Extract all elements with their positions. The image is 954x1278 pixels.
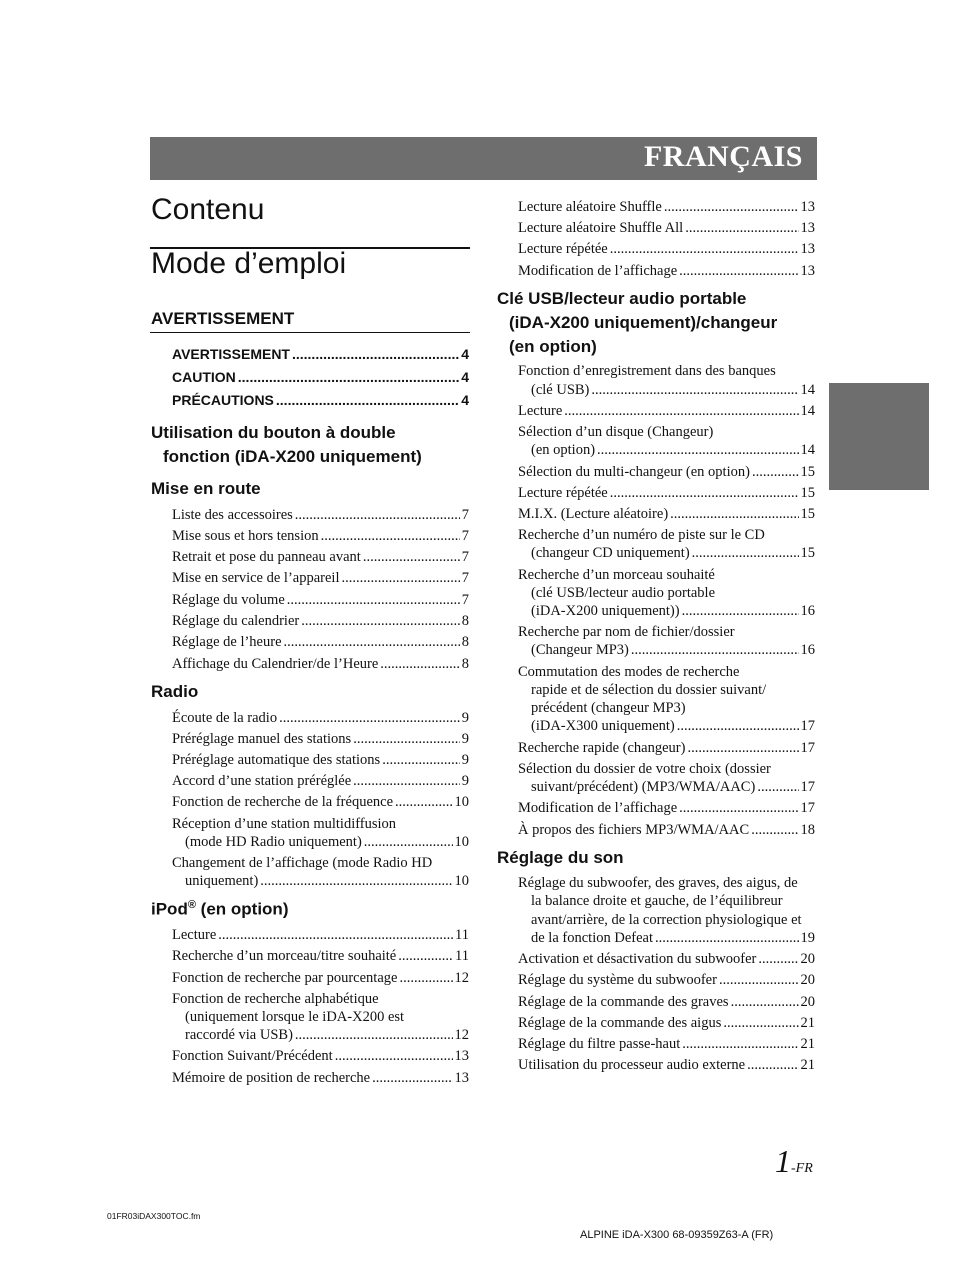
toc-label: Réglage du filtre passe-haut: [518, 1036, 681, 1052]
toc-label: (mode HD Radio uniquement): [185, 834, 362, 850]
leader-dots: [757, 779, 798, 796]
toc-page: 4: [461, 346, 469, 362]
toc-entry[interactable]: [518, 800, 815, 817]
toc-page: 13: [800, 220, 815, 236]
toc-page: 20: [800, 972, 815, 988]
toc-entry[interactable]: [172, 507, 469, 524]
toc-entry-line[interactable]: Commutation des modes de recherche: [518, 664, 740, 680]
toc-page: 7: [461, 549, 469, 565]
section-heading-avertissement: AVERTISSEMENT: [151, 309, 295, 328]
toc-label: Recherche rapide (changeur): [518, 740, 686, 756]
toc-entry[interactable]: [518, 1015, 815, 1032]
toc-label: AVERTISSEMENT: [172, 346, 290, 362]
toc-page: 21: [800, 1036, 815, 1052]
toc-label: (iDA-X300 uniquement): [531, 718, 675, 734]
toc-entry[interactable]: [172, 927, 469, 944]
toc-label: (changeur CD uniquement): [531, 545, 690, 561]
toc-page: 15: [800, 485, 815, 501]
toc-entry-line[interactable]: avant/arrière, de la correction physiologique et: [531, 912, 802, 928]
toc-entry[interactable]: [531, 718, 815, 735]
leader-dots: [372, 1070, 452, 1087]
leader-dots: [692, 545, 799, 562]
toc-entry[interactable]: [518, 506, 815, 523]
leader-dots: [301, 613, 460, 630]
toc-entry-line[interactable]: Fonction d’enregistrement dans des banques: [518, 363, 776, 379]
toc-label: CAUTION: [172, 369, 236, 385]
language-label: FRANÇAIS: [643, 140, 803, 173]
toc-label: PRÉCAUTIONS: [172, 392, 274, 408]
leader-dots: [687, 740, 798, 757]
toc-label: Liste des accessoires: [172, 507, 293, 523]
toc-entry[interactable]: [172, 656, 469, 673]
section-heading-mise-en-route: Mise en route: [151, 479, 261, 498]
page-number-suffix: -FR: [791, 1161, 813, 1176]
leader-dots: [353, 731, 460, 748]
toc-entry[interactable]: [172, 634, 469, 651]
toc-page: 8: [461, 613, 469, 629]
toc-label: Affichage du Calendrier/de l’Heure: [172, 656, 379, 672]
leader-dots: [679, 263, 798, 280]
toc-label: (iDA-X200 uniquement)): [531, 603, 680, 619]
toc-entry[interactable]: [172, 773, 469, 790]
toc-page: 13: [800, 241, 815, 257]
toc-entry[interactable]: [172, 1048, 469, 1065]
toc-label: Mise sous et hors tension: [172, 528, 319, 544]
section-divider: [150, 332, 470, 333]
toc-entry-line[interactable]: Recherche par nom de fichier/dossier: [518, 624, 735, 640]
toc-entry[interactable]: [518, 1057, 815, 1074]
leader-dots: [685, 220, 798, 237]
toc-entry[interactable]: [518, 241, 815, 258]
toc-label: Recherche d’un morceau/titre souhaité: [172, 948, 397, 964]
toc-page: 13: [454, 1048, 469, 1064]
toc-label: Lecture: [518, 403, 563, 419]
toc-label: Lecture: [172, 927, 217, 943]
leader-dots: [279, 710, 460, 727]
leader-dots: [751, 822, 798, 839]
toc-entry[interactable]: [518, 199, 815, 216]
toc-label: Préréglage automatique des stations: [172, 752, 381, 768]
toc-label: Accord d’une station préréglée: [172, 773, 352, 789]
leader-dots: [679, 800, 798, 817]
toc-entry[interactable]: [172, 528, 469, 545]
toc-label: Modification de l’affichage: [518, 800, 678, 816]
leader-dots: [395, 794, 452, 811]
leader-dots: [597, 442, 798, 459]
toc-entry-line[interactable]: rapide et de sélection du dossier suivant/: [531, 682, 767, 698]
toc-entry-line[interactable]: Changement de l’affichage (mode Radio HD: [172, 855, 433, 871]
toc-entry[interactable]: [172, 592, 469, 609]
toc-page: 16: [800, 642, 815, 658]
language-banner: [150, 137, 817, 180]
toc-entry[interactable]: [518, 464, 815, 481]
section-side-tab: [829, 383, 929, 490]
toc-entry[interactable]: [172, 613, 469, 630]
toc-page: 4: [461, 369, 469, 385]
leader-dots: [677, 718, 799, 735]
toc-entry[interactable]: [172, 794, 469, 811]
section-heading-utilisation: [151, 421, 422, 469]
toc-page: 17: [800, 718, 815, 734]
leader-dots: [610, 241, 799, 258]
toc-page: 16: [800, 603, 815, 619]
leader-dots: [287, 592, 460, 609]
toc-entry[interactable]: [172, 970, 469, 987]
toc-label: Retrait et pose du panneau avant: [172, 549, 361, 565]
footer-model: ALPINE iDA-X300 68-09359Z63-A (FR): [580, 1229, 774, 1241]
toc-page: 10: [454, 794, 469, 810]
toc-page: 7: [461, 528, 469, 544]
toc-label: uniquement): [185, 873, 259, 889]
toc-page: 9: [461, 752, 469, 768]
toc-page: 19: [800, 930, 815, 946]
toc-label: Lecture répétée: [518, 241, 608, 257]
toc-entry[interactable]: [518, 485, 815, 502]
toc-label: Lecture répétée: [518, 485, 608, 501]
toc-page: 14: [800, 382, 815, 398]
toc-label: Lecture aléatoire Shuffle: [518, 199, 662, 215]
toc-label: Modification de l’affichage: [518, 263, 678, 279]
toc-entry[interactable]: [518, 263, 815, 280]
toc-page: 9: [461, 773, 469, 789]
leader-dots: [260, 873, 452, 890]
toc-entry[interactable]: [518, 822, 815, 839]
toc-entry[interactable]: [531, 442, 815, 459]
toc-entry-line[interactable]: Sélection d’un disque (Changeur): [518, 424, 714, 440]
heading-line: (en option): [509, 337, 597, 356]
leader-dots: [731, 994, 799, 1011]
leader-dots: [564, 403, 798, 420]
toc-entry[interactable]: [172, 549, 469, 566]
toc-label: (clé USB): [531, 382, 590, 398]
leader-dots: [747, 1057, 798, 1074]
leader-dots: [610, 485, 799, 502]
toc-label: Écoute de la radio: [172, 710, 278, 726]
toc-page: 12: [454, 1027, 469, 1043]
toc-page: 15: [800, 464, 815, 480]
toc-entry[interactable]: [518, 403, 815, 420]
toc-label: Réglage de la commande des aigus: [518, 1015, 722, 1031]
toc-page: 21: [800, 1057, 815, 1073]
leader-dots: [335, 1048, 453, 1065]
toc-page: 13: [454, 1070, 469, 1086]
toc-entry-line[interactable]: précédent (changeur MP3): [531, 700, 686, 716]
toc-label: Lecture aléatoire Shuffle All: [518, 220, 684, 236]
toc-entry[interactable]: [531, 603, 815, 620]
toc-entry-line[interactable]: (clé USB/lecteur audio portable: [531, 585, 716, 601]
toc-page: 17: [800, 779, 815, 795]
toc-entry-line[interactable]: Sélection du dossier de votre choix (dossier: [518, 761, 771, 777]
toc-entry[interactable]: [518, 994, 815, 1011]
toc-page: 11: [455, 948, 469, 964]
leader-dots: [682, 603, 799, 620]
toc-entry-line[interactable]: Réglage du subwoofer, des graves, des aigus, de: [518, 875, 798, 891]
toc-page: 7: [461, 507, 469, 523]
toc-label: suivant/précédent) (MP3/WMA/AAC): [531, 779, 756, 795]
heading-text: iPod: [151, 899, 188, 919]
heading-line: fonction (iDA-X200 uniquement): [163, 447, 422, 466]
toc-label: Réglage du volume: [172, 592, 285, 608]
toc-entry[interactable]: [531, 642, 815, 659]
leader-dots: [631, 642, 799, 659]
toc-page: 15: [800, 545, 815, 561]
leader-dots: [238, 369, 459, 385]
toc-page: 17: [800, 740, 815, 756]
toc-entry-line[interactable]: Fonction de recherche alphabétique: [172, 991, 379, 1007]
toc-page: 7: [461, 570, 469, 586]
leader-dots: [276, 392, 459, 408]
leader-dots: [284, 634, 460, 651]
toc-label: Activation et désactivation du subwoofer: [518, 951, 757, 967]
toc-entry-line[interactable]: Recherche d’un numéro de piste sur le CD: [518, 527, 765, 543]
toc-page: 10: [454, 873, 469, 889]
toc-entry[interactable]: [531, 779, 815, 796]
toc-entry-line[interactable]: (uniquement lorsque le iDA-X200 est: [185, 1009, 405, 1025]
leader-dots: [321, 528, 460, 545]
toc-entry[interactable]: [518, 220, 815, 237]
leader-dots: [341, 570, 459, 587]
toc-page: 12: [454, 970, 469, 986]
toc-label: Mémoire de position de recherche: [172, 1070, 371, 1086]
leader-dots: [670, 506, 798, 523]
toc-page: 18: [800, 822, 815, 838]
toc-page: 4: [461, 392, 469, 408]
toc-entry-line[interactable]: la balance droite et gauche, de l’équilibreur: [531, 893, 783, 909]
section-heading-usb: [497, 287, 777, 359]
toc-entry[interactable]: [172, 369, 469, 385]
toc-entry[interactable]: [172, 346, 469, 362]
toc-label: Réglage de l’heure: [172, 634, 282, 650]
toc-page: 8: [461, 634, 469, 650]
toc-page: 7: [461, 592, 469, 608]
page-subtitle: Mode d’emploi: [151, 247, 347, 280]
toc-entry-line[interactable]: Recherche d’un morceau souhaité: [518, 567, 715, 583]
leader-dots: [752, 464, 799, 481]
toc-entry[interactable]: [531, 930, 815, 947]
toc-page: 14: [800, 403, 815, 419]
leader-dots: [719, 972, 799, 989]
toc-entry[interactable]: [518, 951, 815, 968]
section-heading-ipod: [151, 899, 288, 920]
toc-label: raccordé via USB): [185, 1027, 293, 1043]
page-number-value: 1: [775, 1143, 791, 1179]
leader-dots: [591, 382, 798, 399]
leader-dots: [295, 1027, 453, 1044]
toc-label: Réglage de la commande des graves: [518, 994, 729, 1010]
leader-dots: [292, 346, 459, 362]
toc-page: 13: [800, 263, 815, 279]
heading-text: (en option): [195, 899, 289, 919]
toc-page: 17: [800, 800, 815, 816]
heading-line: Utilisation du bouton à double: [151, 423, 396, 442]
leader-dots: [295, 507, 460, 524]
toc-entry[interactable]: [185, 1027, 469, 1044]
toc-label: À propos des fichiers MP3/WMA/AAC: [518, 822, 750, 838]
toc-label: Fonction de recherche par pourcentage: [172, 970, 398, 986]
leader-dots: [364, 834, 453, 851]
heading-line: (iDA-X200 uniquement)/changeur: [509, 313, 778, 332]
leader-dots: [382, 752, 460, 769]
heading-line: Clé USB/lecteur audio portable: [497, 289, 747, 308]
leader-dots: [353, 773, 460, 790]
leader-dots: [399, 970, 452, 987]
toc-page: 21: [800, 1015, 815, 1031]
toc-label: Réglage du calendrier: [172, 613, 300, 629]
toc-label: Fonction de recherche de la fréquence: [172, 794, 394, 810]
leader-dots: [655, 930, 799, 947]
toc-entry[interactable]: [172, 1070, 469, 1087]
toc-label: Fonction Suivant/Précédent: [172, 1048, 333, 1064]
toc-label: de la fonction Defeat: [531, 930, 653, 946]
toc-label: (Changeur MP3): [531, 642, 629, 658]
toc-page: 14: [800, 442, 815, 458]
toc-page: 9: [461, 731, 469, 747]
leader-dots: [380, 656, 459, 673]
toc-page: 20: [800, 951, 815, 967]
toc-entry[interactable]: [518, 1036, 815, 1053]
section-heading-radio: Radio: [151, 682, 199, 701]
toc-label: Réglage du système du subwoofer: [518, 972, 717, 988]
toc-entry[interactable]: [172, 392, 469, 408]
footer-filename: 01FR03iDAX300TOC.fm: [107, 1211, 201, 1221]
page-title: Contenu: [151, 193, 265, 226]
toc-label: Sélection du multi-changeur (en option): [518, 464, 750, 480]
leader-dots: [682, 1036, 798, 1053]
leader-dots: [758, 951, 798, 968]
toc-entry[interactable]: [172, 731, 469, 748]
toc-entry[interactable]: [531, 545, 815, 562]
toc-label: M.I.X. (Lecture aléatoire): [518, 506, 669, 522]
page-number: [775, 1143, 813, 1180]
section-heading-reglage-son: Réglage du son: [497, 848, 624, 867]
toc-label: Utilisation du processeur audio externe: [518, 1057, 746, 1073]
leader-dots: [398, 948, 453, 965]
toc-page: 13: [800, 199, 815, 215]
toc-page: 10: [454, 834, 469, 850]
toc-entry[interactable]: [185, 873, 469, 890]
toc-label: Mise en service de l’appareil: [172, 570, 340, 586]
toc-page: 20: [800, 994, 815, 1010]
toc-entry[interactable]: [531, 382, 815, 399]
registered-mark: ®: [187, 899, 196, 911]
leader-dots: [723, 1015, 798, 1032]
toc-entry[interactable]: [518, 740, 815, 757]
toc-entry[interactable]: [172, 948, 469, 965]
toc-entry[interactable]: [172, 752, 469, 769]
toc-label: (en option): [531, 442, 596, 458]
leader-dots: [218, 927, 453, 944]
toc-page: 8: [461, 656, 469, 672]
leader-dots: [363, 549, 460, 566]
toc-entry-line[interactable]: Réception d’une station multidiffusion: [172, 816, 397, 832]
toc-entry[interactable]: [172, 570, 469, 587]
toc-entry[interactable]: [185, 834, 469, 851]
toc-page: 15: [800, 506, 815, 522]
toc-page: 9: [461, 710, 469, 726]
toc-entry[interactable]: [172, 710, 469, 727]
toc-entry[interactable]: [518, 972, 815, 989]
toc-label: Préréglage manuel des stations: [172, 731, 352, 747]
leader-dots: [664, 199, 799, 216]
toc-page: 11: [455, 927, 469, 943]
